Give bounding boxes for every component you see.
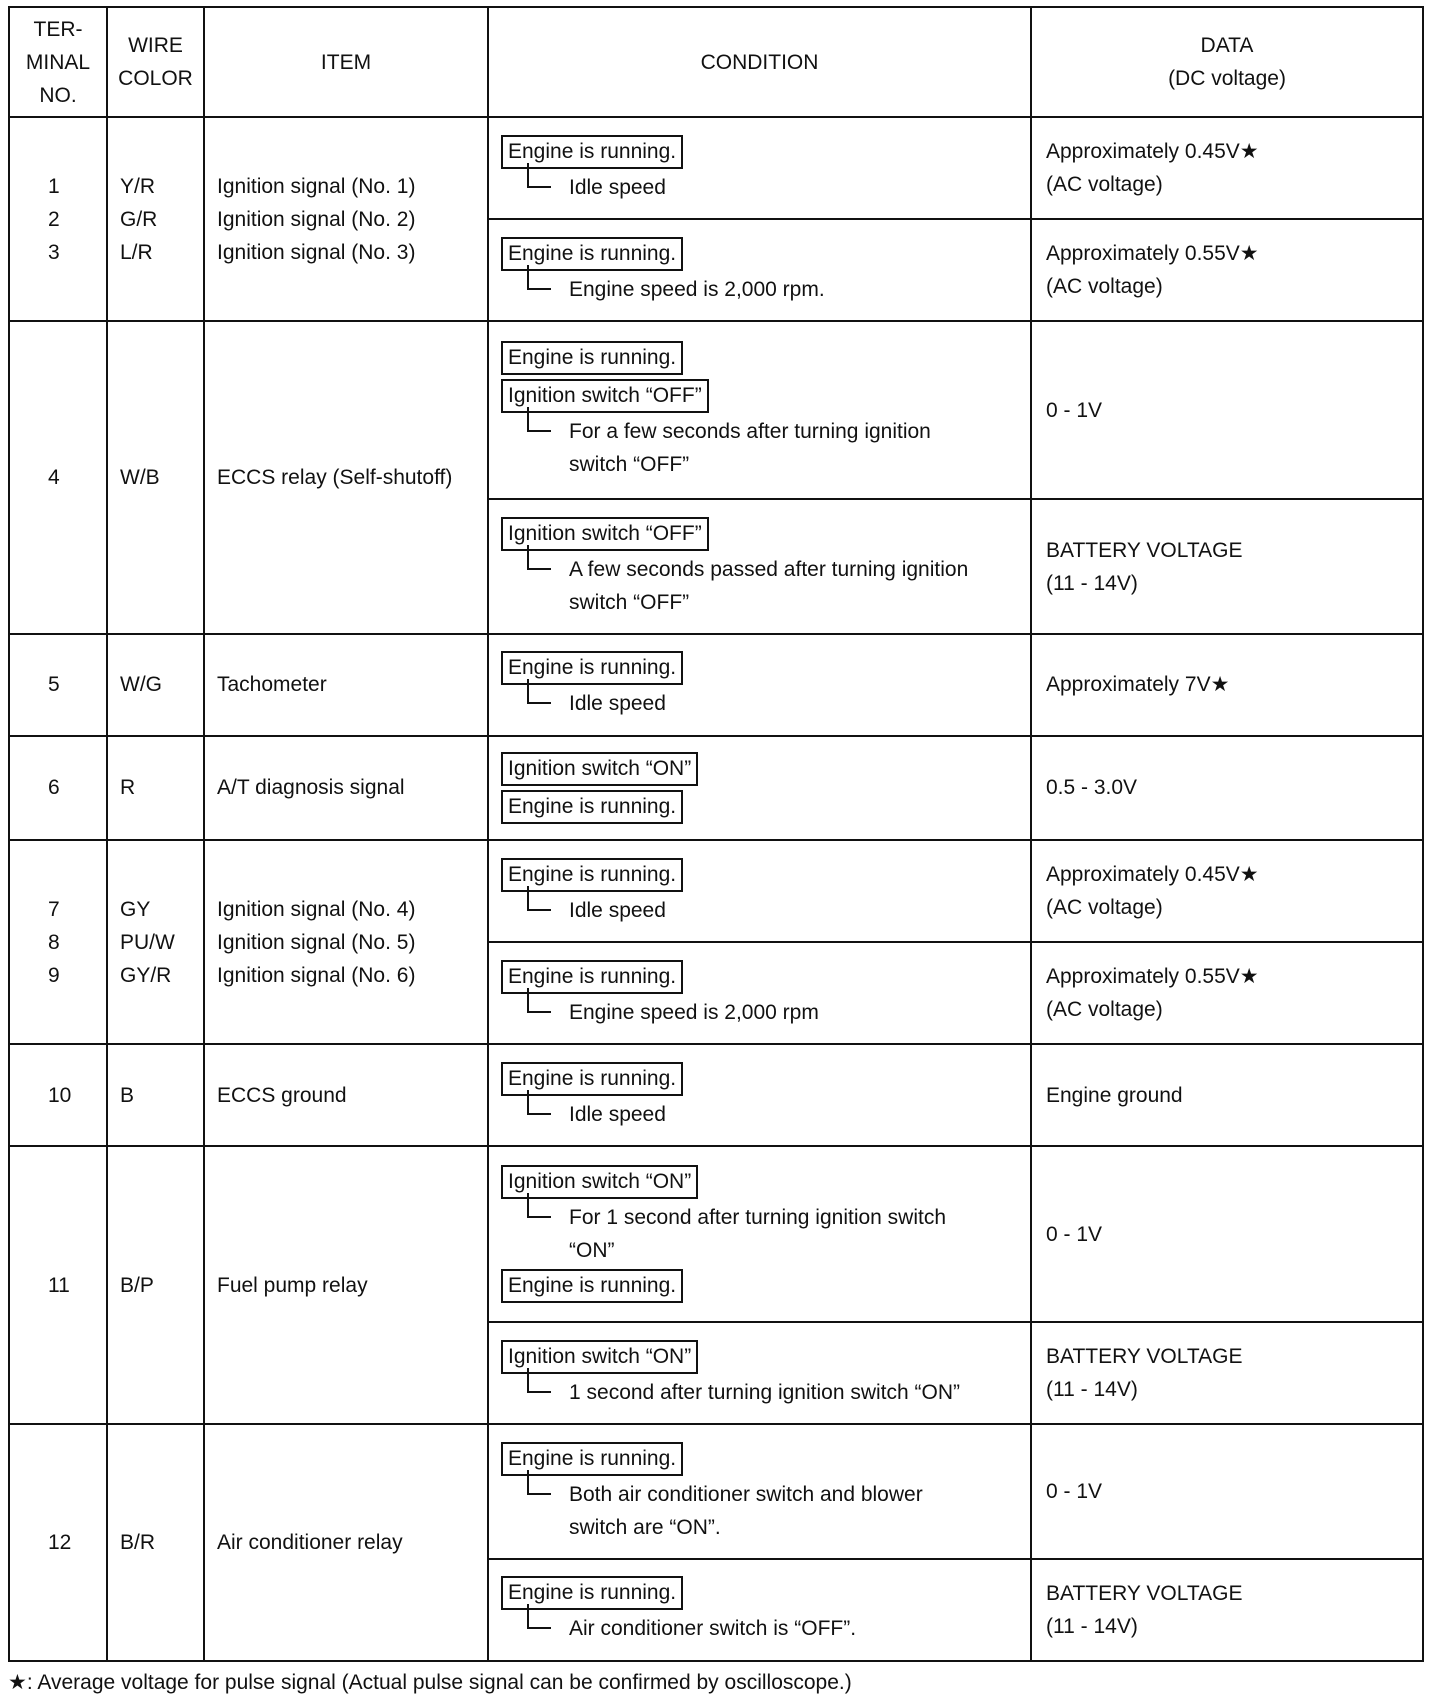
wire-color-cell-line: Y/R bbox=[120, 174, 156, 198]
data-cell: Engine ground bbox=[1031, 1044, 1423, 1146]
item-cell-line: Ignition signal (No. 2) bbox=[217, 207, 416, 231]
item-cell bbox=[204, 321, 488, 634]
condition-tag: Engine is running. bbox=[501, 237, 683, 271]
condition-cell bbox=[488, 219, 1031, 321]
table-row bbox=[9, 840, 1423, 942]
condition-cell bbox=[488, 942, 1031, 1044]
data-cell: Approximately 0.55V★ (AC voltage) bbox=[1031, 219, 1423, 321]
condition-tag: Engine is running. bbox=[501, 858, 683, 892]
wire-color-cell bbox=[107, 840, 204, 1044]
condition-detail bbox=[501, 996, 1018, 1029]
data-cell: Approximately 0.45V★ (AC voltage) bbox=[1031, 840, 1423, 942]
header-wire-color: WIRE COLOR bbox=[107, 7, 204, 117]
terminal-cell bbox=[9, 1146, 107, 1424]
condition-tag: Ignition switch “ON” bbox=[501, 1340, 698, 1374]
terminal-data-table bbox=[8, 6, 1424, 1662]
item-cell-line: A/T diagnosis signal bbox=[217, 776, 405, 800]
terminal-cell-line: 7 bbox=[48, 897, 60, 921]
condition-tag: Engine is running. bbox=[501, 651, 683, 685]
condition-detail bbox=[501, 273, 1018, 306]
condition-detail bbox=[501, 1478, 1018, 1544]
terminal-cell bbox=[9, 634, 107, 736]
condition-cell bbox=[488, 1559, 1031, 1661]
wire-color-cell bbox=[107, 736, 204, 840]
wire-color-cell-line: B/R bbox=[120, 1531, 156, 1555]
item-cell-line: ECCS relay (Self-shutoff) bbox=[217, 465, 453, 489]
condition-tag: Ignition switch “OFF” bbox=[501, 517, 709, 551]
terminal-cell-line: 9 bbox=[48, 963, 60, 987]
condition-detail bbox=[501, 687, 1018, 720]
condition-detail-text: For a few seconds after turning ignition switch “OFF” bbox=[569, 420, 931, 477]
wire-color-cell bbox=[107, 634, 204, 736]
wire-color-cell-line: L/R bbox=[120, 240, 153, 264]
condition-cell bbox=[488, 736, 1031, 840]
item-cell-line: Ignition signal (No. 3) bbox=[217, 240, 416, 264]
wire-color-cell-line: G/R bbox=[120, 207, 158, 231]
condition-tag: Engine is running. bbox=[501, 1576, 683, 1610]
wire-color-cell-line: GY/R bbox=[120, 963, 172, 987]
condition-cell bbox=[488, 1424, 1031, 1559]
data-cell: Approximately 7V★ bbox=[1031, 634, 1423, 736]
wire-color-cell-line: R bbox=[120, 776, 136, 800]
elbow-connector bbox=[527, 988, 551, 1013]
elbow-connector bbox=[527, 1368, 551, 1393]
wire-color-cell bbox=[107, 1044, 204, 1146]
terminal-cell bbox=[9, 117, 107, 321]
elbow-connector bbox=[527, 886, 551, 911]
elbow-connector bbox=[527, 1090, 551, 1115]
table-row bbox=[9, 634, 1423, 736]
wire-color-cell-line: W/B bbox=[120, 465, 160, 489]
condition-cell bbox=[488, 1322, 1031, 1424]
elbow-connector bbox=[527, 163, 551, 188]
item-cell-line: Ignition signal (No. 1) bbox=[217, 174, 416, 198]
condition-tag: Ignition switch “OFF” bbox=[501, 379, 709, 413]
terminal-cell-line: 6 bbox=[48, 776, 60, 800]
condition-tag: Ignition switch “ON” bbox=[501, 1165, 698, 1199]
terminal-cell-line: 10 bbox=[48, 1083, 72, 1107]
condition-cell bbox=[488, 1044, 1031, 1146]
table-row bbox=[9, 1044, 1423, 1146]
data-cell: BATTERY VOLTAGE (11 - 14V) bbox=[1031, 1322, 1423, 1424]
data-cell: 0 - 1V bbox=[1031, 321, 1423, 499]
condition-cell bbox=[488, 634, 1031, 736]
wire-color-cell bbox=[107, 321, 204, 634]
item-cell bbox=[204, 1424, 488, 1661]
condition-detail-text: Both air conditioner switch and blower switch are “ON”. bbox=[569, 1482, 923, 1539]
condition-tag: Ignition switch “ON” bbox=[501, 752, 698, 786]
elbow-connector bbox=[527, 1604, 551, 1629]
header-item: ITEM bbox=[204, 7, 488, 117]
condition-tag: Engine is running. bbox=[501, 341, 683, 375]
item-cell bbox=[204, 840, 488, 1044]
footnote: ★: Average voltage for pulse signal (Actual pulse signal can be confirmed by oscilloscope.) bbox=[8, 1671, 852, 1694]
header-condition: CONDITION bbox=[488, 7, 1031, 117]
terminal-cell-line: 11 bbox=[48, 1273, 70, 1297]
condition-tag: Engine is running. bbox=[501, 1442, 683, 1476]
data-cell: Approximately 0.55V★ (AC voltage) bbox=[1031, 942, 1423, 1044]
item-cell-line: Ignition signal (No. 4) bbox=[217, 897, 416, 921]
terminal-cell bbox=[9, 1424, 107, 1661]
elbow-connector bbox=[527, 1470, 551, 1495]
item-cell-line: ECCS ground bbox=[217, 1083, 347, 1107]
wire-color-cell-line: B bbox=[120, 1083, 135, 1107]
condition-detail-text: 1 second after turning ignition switch “ON” bbox=[569, 1380, 961, 1404]
elbow-connector bbox=[527, 1193, 551, 1218]
condition-detail-text: Engine speed is 2,000 rpm bbox=[569, 1000, 819, 1024]
condition-cell bbox=[488, 840, 1031, 942]
table-row bbox=[9, 1146, 1423, 1322]
condition-detail-text: Idle speed bbox=[569, 898, 666, 922]
item-cell bbox=[204, 634, 488, 736]
terminal-cell-line: 3 bbox=[48, 240, 60, 264]
condition-tag: Engine is running. bbox=[501, 1269, 683, 1303]
condition-detail bbox=[501, 553, 1018, 619]
table-row bbox=[9, 1424, 1423, 1559]
terminal-cell-line: 4 bbox=[48, 465, 60, 489]
terminal-cell-line: 1 bbox=[48, 174, 60, 198]
wire-color-cell-line: B/P bbox=[120, 1273, 154, 1297]
condition-detail bbox=[501, 415, 1018, 481]
condition-detail-text: For 1 second after turning ignition switch “ON” bbox=[569, 1206, 947, 1263]
elbow-connector bbox=[527, 679, 551, 704]
wire-color-cell-line: W/G bbox=[120, 673, 162, 697]
item-cell-line: Air conditioner relay bbox=[217, 1531, 403, 1555]
condition-detail bbox=[501, 894, 1018, 927]
condition-cell bbox=[488, 117, 1031, 219]
elbow-connector bbox=[527, 545, 551, 570]
terminal-cell bbox=[9, 1044, 107, 1146]
data-cell: 0.5 - 3.0V bbox=[1031, 736, 1423, 840]
wire-color-cell bbox=[107, 1424, 204, 1661]
data-cell: Approximately 0.45V★ (AC voltage) bbox=[1031, 117, 1423, 219]
header-terminal-no: TER- MINAL NO. bbox=[9, 7, 107, 117]
data-cell: 0 - 1V bbox=[1031, 1424, 1423, 1559]
condition-detail bbox=[501, 1201, 1018, 1267]
data-cell: BATTERY VOLTAGE (11 - 14V) bbox=[1031, 1559, 1423, 1661]
condition-cell bbox=[488, 499, 1031, 634]
condition-detail-text: Idle speed bbox=[569, 692, 666, 716]
terminal-cell-line: 8 bbox=[48, 930, 60, 954]
condition-tag: Engine is running. bbox=[501, 790, 683, 824]
table-row bbox=[9, 736, 1423, 840]
wire-color-cell-line: GY bbox=[120, 897, 151, 921]
data-cell: 0 - 1V bbox=[1031, 1146, 1423, 1322]
condition-tag: Engine is running. bbox=[501, 1062, 683, 1096]
elbow-connector bbox=[527, 407, 551, 432]
terminal-cell-line: 2 bbox=[48, 207, 60, 231]
item-cell bbox=[204, 736, 488, 840]
elbow-connector bbox=[527, 265, 551, 290]
terminal-cell bbox=[9, 840, 107, 1044]
terminal-cell-line: 12 bbox=[48, 1531, 72, 1555]
condition-detail-text: Idle speed bbox=[569, 1102, 666, 1126]
terminal-cell bbox=[9, 321, 107, 634]
item-cell-line: Ignition signal (No. 5) bbox=[217, 930, 416, 954]
item-cell bbox=[204, 1146, 488, 1424]
data-cell: BATTERY VOLTAGE (11 - 14V) bbox=[1031, 499, 1423, 634]
item-cell bbox=[204, 1044, 488, 1146]
condition-detail-text: A few seconds passed after turning ignition switch “OFF” bbox=[569, 557, 969, 614]
header-data: DATA (DC voltage) bbox=[1031, 7, 1423, 117]
terminal-cell-line: 5 bbox=[48, 673, 60, 697]
condition-detail bbox=[501, 1098, 1018, 1131]
table-row bbox=[9, 321, 1423, 499]
item-cell bbox=[204, 117, 488, 321]
condition-cell bbox=[488, 1146, 1031, 1322]
table-body bbox=[9, 117, 1423, 1661]
wire-color-cell-line: PU/W bbox=[120, 930, 175, 954]
wire-color-cell bbox=[107, 117, 204, 321]
table-row bbox=[9, 117, 1423, 219]
condition-detail bbox=[501, 1376, 1018, 1409]
condition-cell bbox=[488, 321, 1031, 499]
condition-tag: Engine is running. bbox=[501, 960, 683, 994]
item-cell-line: Tachometer bbox=[217, 673, 327, 697]
item-cell-line: Fuel pump relay bbox=[217, 1273, 368, 1297]
condition-detail-text: Air conditioner switch is “OFF”. bbox=[569, 1617, 857, 1641]
condition-detail-text: Idle speed bbox=[569, 175, 666, 199]
item-cell-line: Ignition signal (No. 6) bbox=[217, 963, 416, 987]
condition-detail-text: Engine speed is 2,000 rpm. bbox=[569, 277, 825, 301]
condition-tag: Engine is running. bbox=[501, 135, 683, 169]
condition-detail bbox=[501, 171, 1018, 204]
wire-color-cell bbox=[107, 1146, 204, 1424]
condition-detail bbox=[501, 1612, 1018, 1645]
terminal-cell bbox=[9, 736, 107, 840]
